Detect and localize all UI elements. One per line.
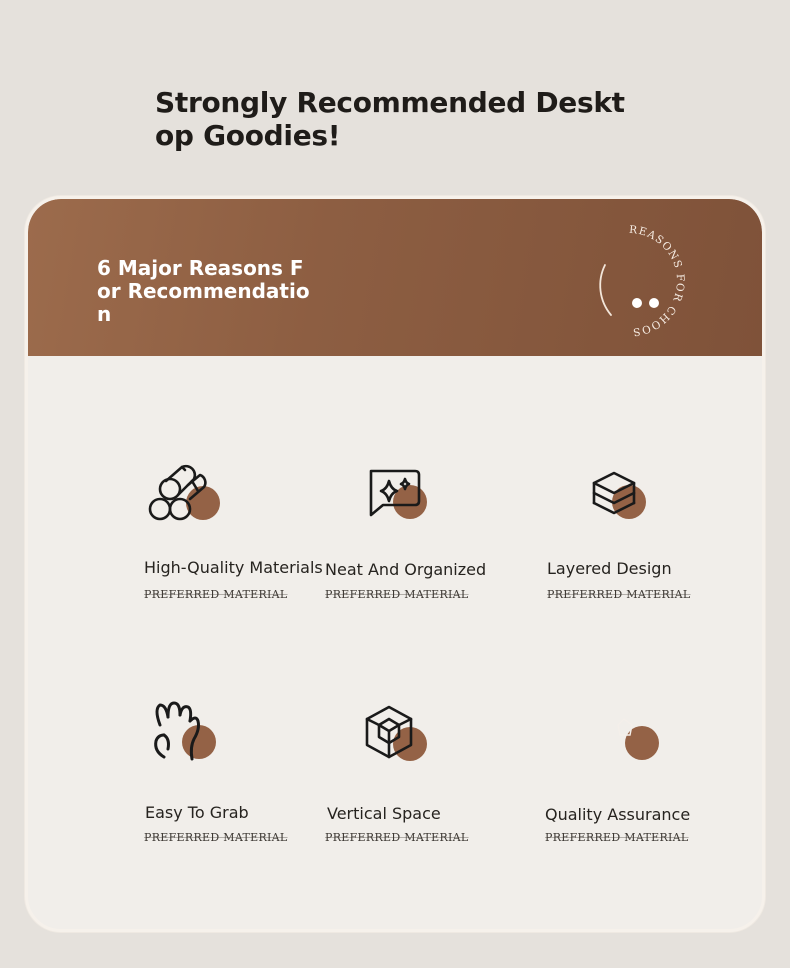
cube-icon bbox=[361, 701, 425, 765]
feature-sub: PREFERRED MATERIAL bbox=[325, 831, 469, 844]
logs-icon bbox=[148, 457, 212, 521]
feature-label: Neat And Organized bbox=[325, 560, 487, 579]
feature-vertical-space bbox=[325, 699, 525, 859]
feature-sub: PREFERRED MATERIAL bbox=[144, 588, 288, 601]
recommendation-card bbox=[25, 196, 765, 932]
page-title: Strongly Recommended Desktop Goodies! bbox=[155, 86, 625, 152]
feature-sub: PREFERRED MATERIAL bbox=[325, 588, 469, 601]
seal-text: REASONS FOR CHOOS bbox=[628, 223, 687, 339]
feature-label: Vertical Space bbox=[327, 804, 441, 823]
banner-title: 6 Major Reasons For Recommendation bbox=[97, 256, 310, 326]
seal-icon bbox=[591, 219, 701, 339]
feature-label: High-Quality Materials bbox=[144, 558, 323, 577]
feature-neat-and-organized bbox=[325, 457, 525, 617]
feature-label: Quality Assurance bbox=[545, 805, 691, 824]
feature-easy-to-grab bbox=[116, 699, 316, 859]
feature-quality-assurance bbox=[542, 699, 742, 859]
svg-text:REASONS FOR CHOOSING US bbox=[591, 219, 686, 338]
quality-icon bbox=[594, 705, 658, 769]
reasons-seal bbox=[591, 219, 701, 339]
feature-sub: PREFERRED MATERIAL bbox=[144, 831, 288, 844]
reasons-banner bbox=[28, 199, 762, 356]
feature-high-quality-materials bbox=[116, 457, 323, 617]
feature-sub: PREFERRED MATERIAL bbox=[545, 831, 689, 844]
layers-icon bbox=[582, 465, 646, 529]
feature-label: Easy To Grab bbox=[145, 803, 249, 822]
feature-layered-design bbox=[544, 457, 744, 617]
sparkle-chat-icon bbox=[363, 461, 427, 525]
feature-sub: PREFERRED MATERIAL bbox=[547, 588, 691, 601]
feature-label: Layered Design bbox=[547, 559, 672, 578]
hand-icon bbox=[146, 699, 210, 763]
